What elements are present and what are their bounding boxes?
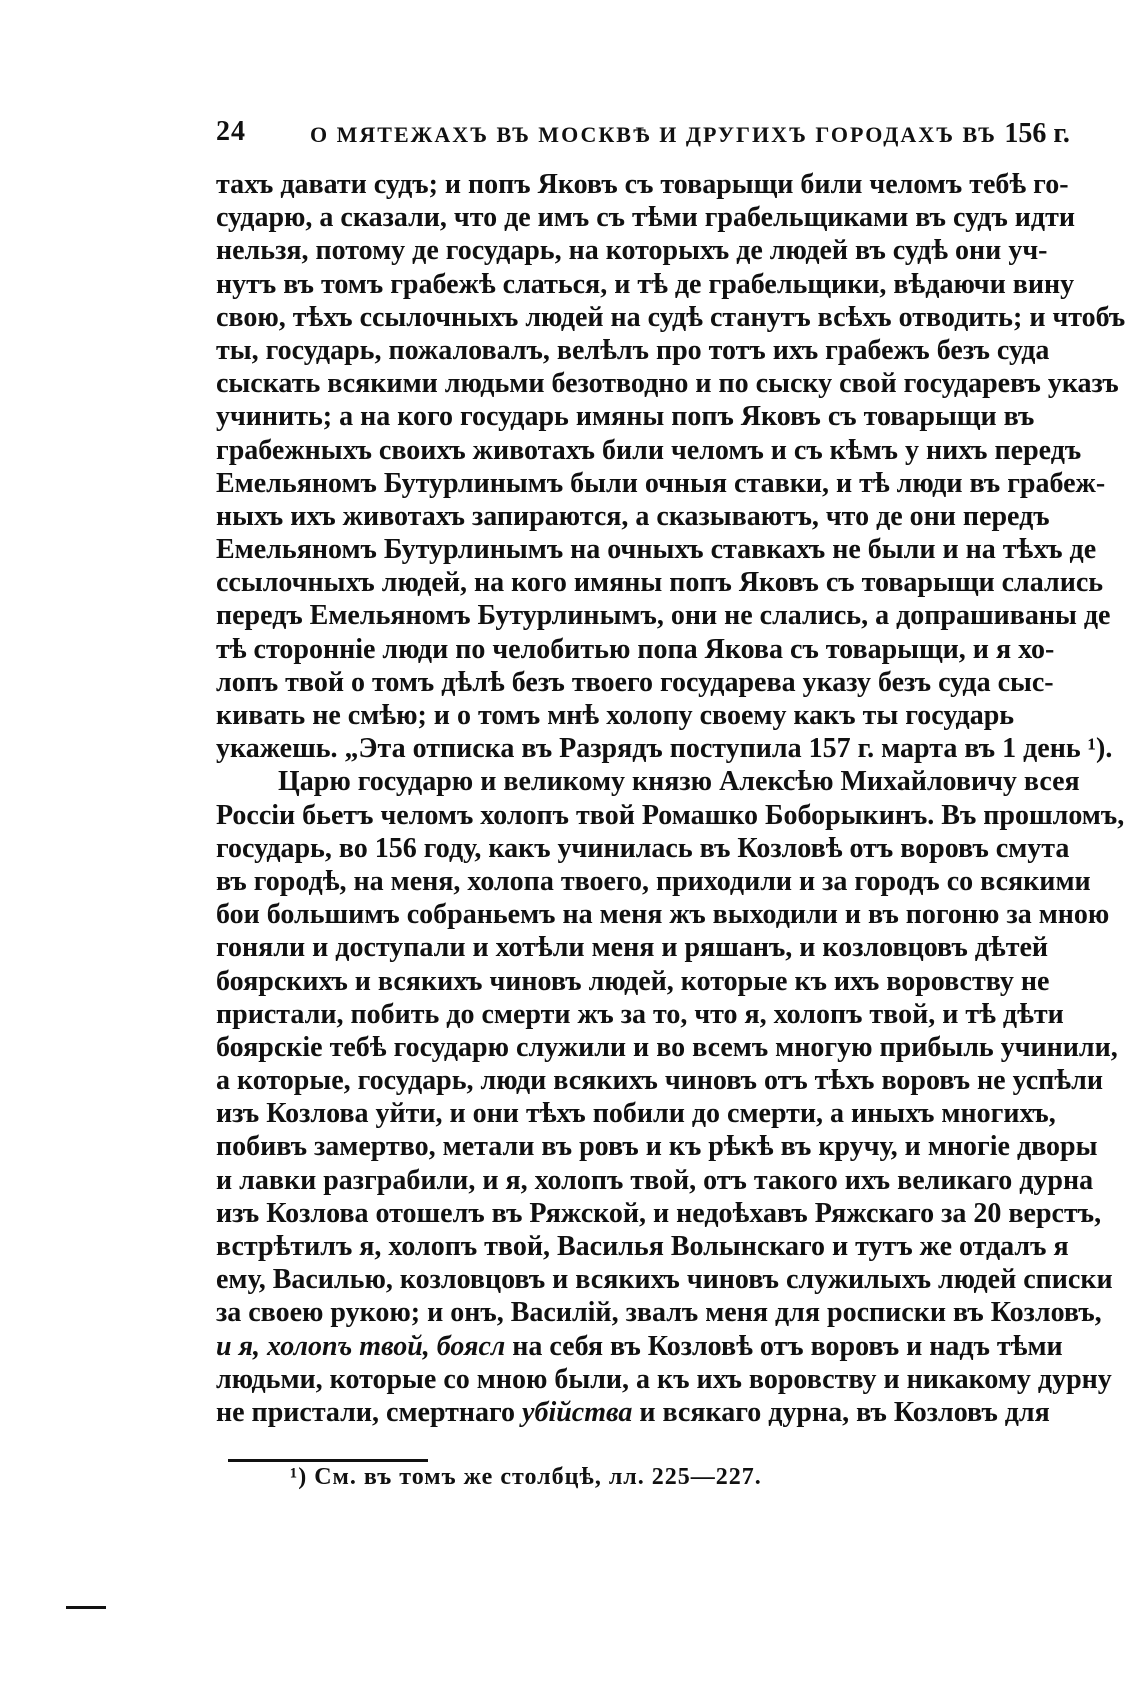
text-line: тахъ давати судъ; и попъ Яковъ съ товарыщи били челомъ тебѣ го- bbox=[216, 169, 1069, 200]
text-line: Емельяномъ Бутурлинымъ были очныя ставки, и тѣ люди въ грабеж- bbox=[216, 467, 1106, 499]
text-line: Царю государю и великому князю Алексѣю Михайловичу всея bbox=[278, 766, 1080, 798]
page-header bbox=[216, 112, 1070, 152]
text-line: свою, тѣхъ ссылочныхъ людей на судѣ станутъ всѣхъ отводить; и чтобъ bbox=[216, 301, 1126, 333]
text-line: боярскiе тебѣ государю служили и во всемъ многую прибыль учинили, bbox=[216, 1031, 1118, 1063]
text-line: изъ Козлова отошелъ въ Ряжской, и недоѣхавъ Ряжскаго за 20 верстъ, bbox=[216, 1197, 1102, 1229]
text-line: пристали, побить до смерти жъ за то, что я, холопъ твой, и тѣ дѣти bbox=[216, 998, 1064, 1030]
text-line: укажешь. „Эта отписка въ Разрядъ поступила 157 г. марта въ 1 день ¹). bbox=[216, 733, 1113, 765]
text-line: тѣ стороннiе люди по челобитью попа Якова съ товарыщи, и я хо- bbox=[216, 633, 1055, 665]
footnote bbox=[290, 1464, 762, 1491]
running-title-year: 156 г. bbox=[1004, 118, 1070, 149]
text-line: ныхъ ихъ животахъ запираются, а сказываютъ, что де они передъ bbox=[216, 500, 1050, 532]
body-text bbox=[216, 168, 1126, 1429]
text-line: встрѣтилъ я, холопъ твой, Василья Волынскаго и тутъ же отдалъ я bbox=[216, 1231, 1069, 1262]
text-line: ему, Василью, козловцовъ и всякихъ чиновъ служилыхъ людей списки bbox=[216, 1264, 1113, 1296]
text-line: боярскихъ и всякихъ чиновъ людей, которые къ ихъ воровству не bbox=[216, 965, 1050, 997]
running-title-text: О МЯТЕЖАХЪ ВЪ МОСКВѢ И ДРУГИХЪ ГОРОДАХЪ ВЪ bbox=[310, 122, 997, 147]
text-line-last bbox=[216, 1396, 1050, 1429]
page-number: 24 bbox=[216, 116, 246, 147]
text-line: нутъ въ томъ грабежѣ слаться, и тѣ де грабельщики, вѣдаючи вину bbox=[216, 268, 1075, 300]
paragraph-1 bbox=[216, 168, 1126, 765]
text-line: а которые, государь, люди всякихъ чиновъ отъ тѣхъ воровъ не успѣли bbox=[216, 1065, 1103, 1097]
line-rest: на себя въ Козловѣ отъ воровъ и надъ тѣми bbox=[505, 1330, 1063, 1362]
footnote-marker: ¹) bbox=[290, 1464, 308, 1490]
footnote-text: См. въ томъ же столбцѣ, лл. 225—227. bbox=[314, 1464, 762, 1490]
text-line: сударю, а сказали, что де имъ съ тѣми грабельщиками въ судъ идти bbox=[216, 202, 1075, 234]
text-line: передъ Емельяномъ Бутурлинымъ, они не слались, а допрашиваны де bbox=[216, 600, 1111, 632]
text-line: кивать не смѣю; и о томъ мнѣ холопу своему какъ ты государь bbox=[216, 700, 1015, 731]
text-line: грабежныхъ своихъ животахъ били челомъ и съ кѣмъ у нихъ передъ bbox=[216, 434, 1082, 466]
text-line: изъ Козлова уйти, и они тѣхъ побили до смерти, а иныхъ многихъ, bbox=[216, 1098, 1056, 1130]
text-line: и лавки разграбили, и я, холопъ твой, отъ такого ихъ великаго дурна bbox=[216, 1164, 1094, 1196]
text-line: нельзя, потому де государь, на которыхъ де людей въ судѣ они уч- bbox=[216, 235, 1048, 267]
text-line: людьми, которые со мною были, а къ ихъ воровству и никакому дурну bbox=[216, 1363, 1112, 1395]
text-line-italic bbox=[216, 1330, 1063, 1363]
line-end: и всякаго дурна, въ Козловъ для bbox=[632, 1396, 1050, 1428]
text-line: въ городѣ, на меня, холопа твоего, приходили и за городъ со всякими bbox=[216, 865, 1091, 897]
margin-mark bbox=[66, 1606, 106, 1609]
text-line: учинить; а на кого государь имяны попъ Яковъ съ товарыщи въ bbox=[216, 401, 1035, 433]
footnote-divider bbox=[228, 1459, 428, 1462]
text-line: ссылочныхъ людей, на кого имяны попъ Яковъ съ товарыщи слались bbox=[216, 567, 1104, 599]
text-line: ты, государь, пожаловалъ, велѣлъ про тотъ ихъ грабежъ безъ суда bbox=[216, 334, 1050, 366]
running-title bbox=[310, 118, 1070, 150]
italic-phrase: и я, холопъ твой, боясл bbox=[216, 1330, 506, 1362]
italic-word: убiйства bbox=[522, 1396, 633, 1428]
text-line: Емельяномъ Бутурлинымъ на очныхъ ставкахъ не были и на тѣхъ де bbox=[216, 534, 1097, 566]
line-start: не пристали, смертнаго bbox=[216, 1396, 523, 1428]
text-line: за своею рукою; и онъ, Василiй, звалъ меня для росписки въ Козловъ, bbox=[216, 1297, 1102, 1329]
text-line: сыскать всякими людьми безотводно и по сыску свой государевъ указъ bbox=[216, 368, 1119, 400]
text-line: побивъ замертво, метали въ ровъ и къ рѣкѣ въ кручу, и многiе дворы bbox=[216, 1131, 1098, 1163]
text-line: бои большимъ собраньемъ на меня жъ выходили и въ погоню за мною bbox=[216, 899, 1110, 931]
text-line: лопъ твой о томъ дѣлѣ безъ твоего государева указу безъ суда сыс- bbox=[216, 666, 1054, 698]
text-line: Россiи бьетъ челомъ холопъ твой Ромашко Боборыкинъ. Въ прошломъ, bbox=[216, 799, 1125, 831]
text-line: государь, во 156 году, какъ учинилась въ Козловѣ отъ воровъ смута bbox=[216, 832, 1070, 864]
paragraph-2 bbox=[216, 765, 1125, 1429]
text-line: гоняли и доступали и хотѣли меня и ряшанъ, и козловцовъ дѣтей bbox=[216, 932, 1049, 964]
